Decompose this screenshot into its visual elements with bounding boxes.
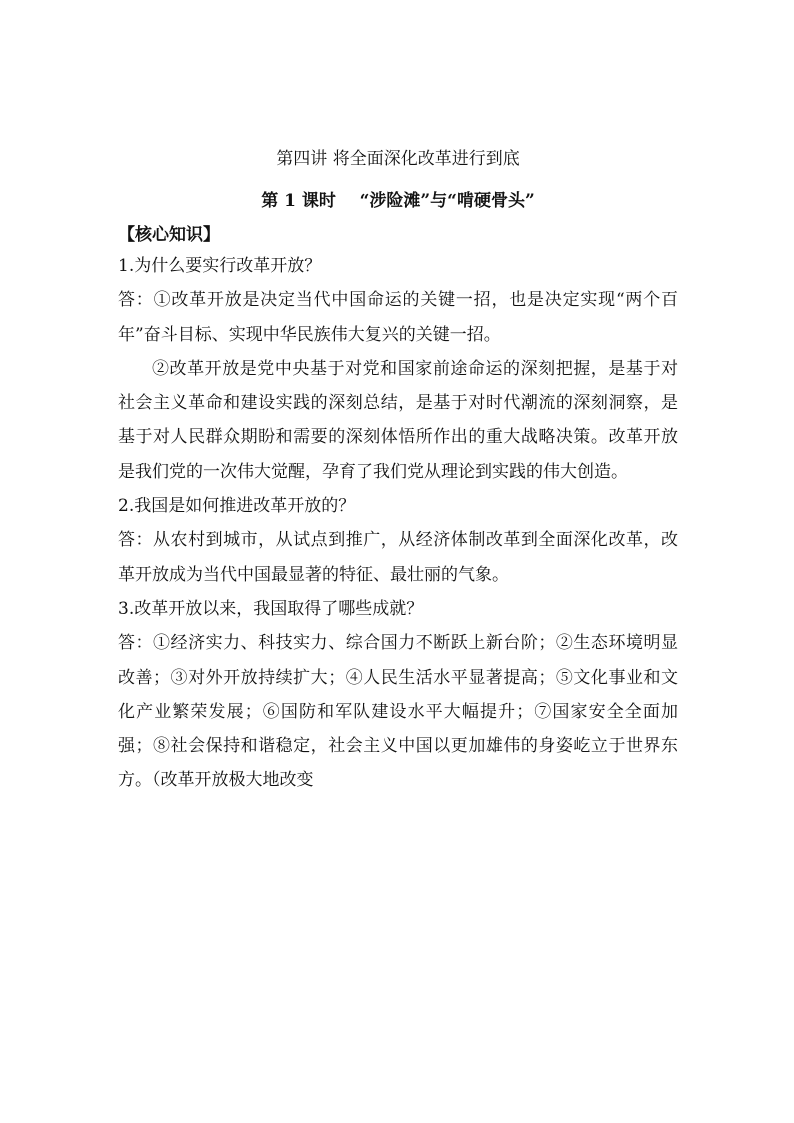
answer-1-part-2: ②改革开放是党中央基于对党和国家前途命运的深刻把握，是基于对社会主义革命和建设实践的深刻总结，是基于对时代潮流的深刻洞察，是基于对人民群众期盼和需要的深刻体悟所作出的重大战略决策。改革开放是我们党的一次伟大觉醒，孕育了我们党从理论到实践的伟大创造。 bbox=[118, 358, 678, 482]
question-3: 3.改革开放以来，我国取得了哪些成就？ bbox=[118, 598, 424, 619]
document-content bbox=[118, 145, 678, 798]
section-heading: 【核心知识】 bbox=[118, 225, 220, 245]
answer-3: 答：①经济实力、科技实力、综合国力不断跃上新台阶；②生态环境明显改善；③对外开放持续扩大；④人民生活水平显著提高；⑤文化事业和文化产业繁荣发展；⑥国防和军队建设水平大幅提升；⑦国家安全全面加强；⑧社会保持和谐稳定，社会主义中国以更加雄伟的身姿屹立于世界东方。（改革开放极大地改变 bbox=[118, 633, 678, 791]
answer-2: 答：从农村到城市，从试点到推广，从经济体制改革到全面深化改革，改革开放成为当代中国最显著的特征、最壮丽的气象。 bbox=[118, 530, 678, 585]
page-title: 第四讲 将全面深化改革进行到底 bbox=[276, 149, 520, 169]
question-1: 1.为什么要实行改革开放？ bbox=[118, 256, 322, 276]
answer-1-part-1: 答：①改革开放是决定当代中国命运的关键一招，也是决定实现“两个百年”奋斗目标、实现中华民族伟大复兴的关键一招。 bbox=[118, 290, 678, 345]
lesson-subtitle: 第 1 课时 “涉险滩”与“啃硬骨头” bbox=[261, 191, 535, 211]
question-2: 2.我国是如何推进改革开放的？ bbox=[118, 496, 356, 517]
